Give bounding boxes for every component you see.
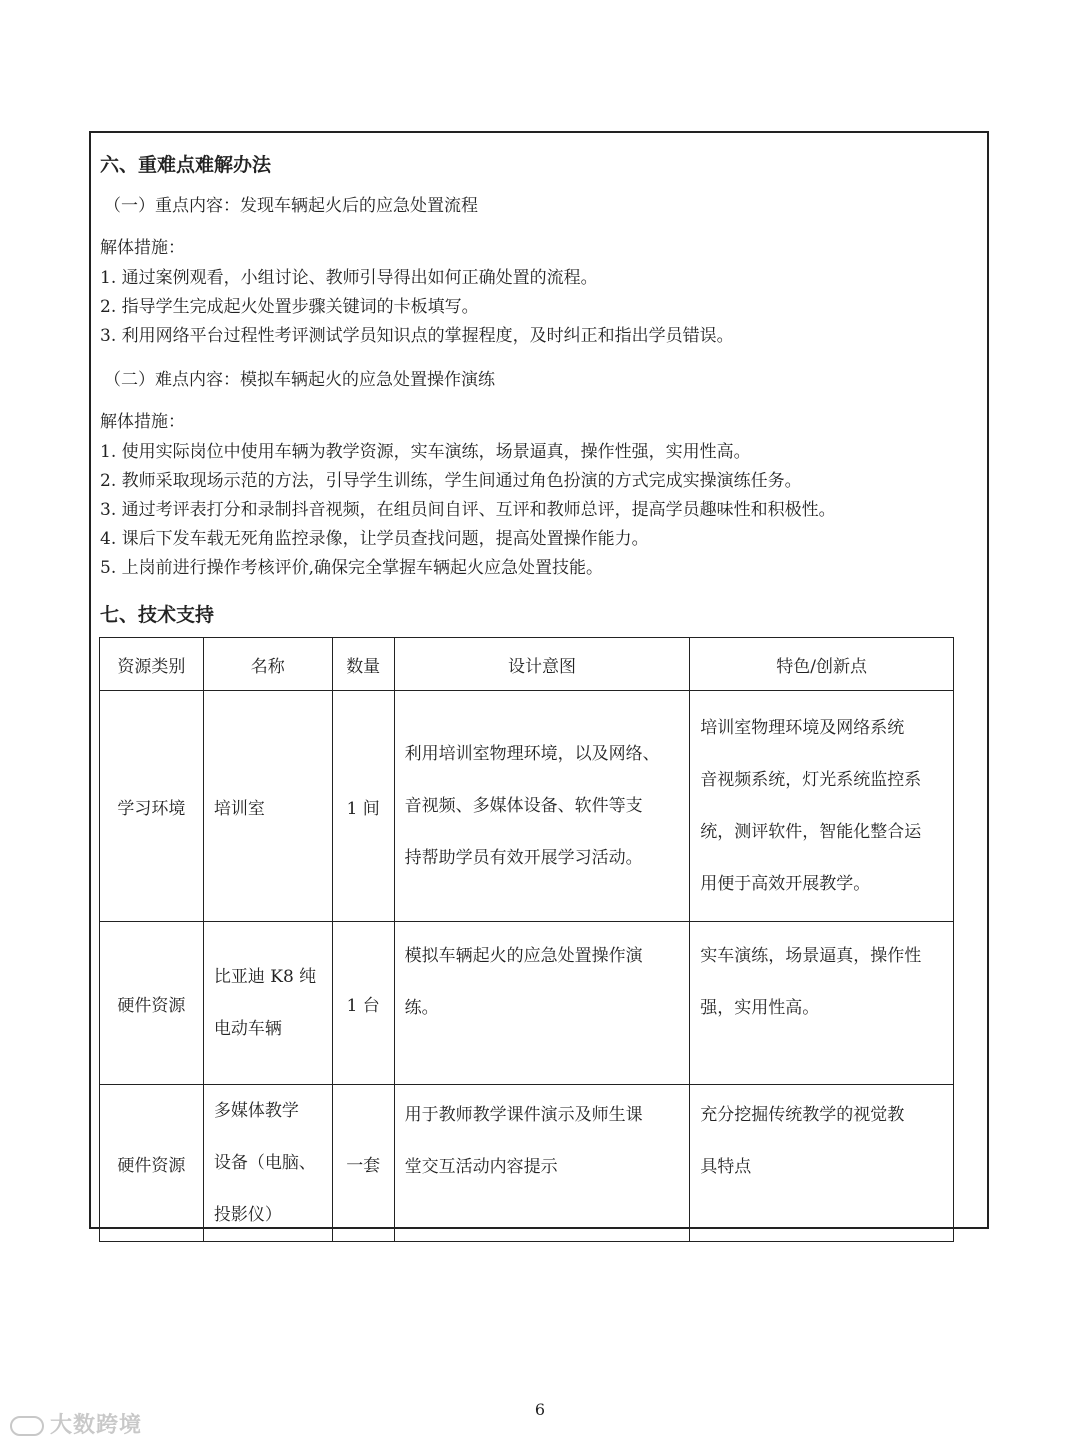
cell-feature (690, 922, 954, 1085)
cell-line: 投影仪） (213, 1205, 282, 1225)
cell-feature (690, 691, 954, 922)
difficult-item-2: 2. 教师采取现场示范的方法，引导学生训练，学生间通过角色扮演的方式完成实操演练任务。 (100, 471, 802, 491)
cell-line: 设备（电脑、 (213, 1153, 316, 1173)
page-number: 6 (534, 1400, 546, 1419)
cell-line: 利用培训室物理环境，以及网络、 (404, 744, 660, 764)
cell-line: 模拟车辆起火的应急处置操作演 (404, 946, 643, 966)
table-row (100, 1085, 954, 1242)
cell-name (203, 922, 332, 1085)
cell-line: 实车演练，场景逼真，操作性 (700, 946, 922, 966)
tech-support-table (99, 637, 954, 1242)
cell-line: 强，实用性高。 (700, 998, 820, 1018)
cell-line: 具特点 (700, 1157, 752, 1177)
section7-title: 七、技术支持 (100, 604, 215, 626)
cell-category: 学习环境 (100, 691, 204, 922)
key-item-2: 2. 指导学生完成起火处置步骤关键词的卡板填写。 (100, 297, 479, 317)
cell-line: 持帮助学员有效开展学习活动。 (404, 848, 643, 868)
difficult-heading: （二）难点内容：模拟车辆起火的应急处置操作演练 (104, 370, 495, 390)
difficult-item-5: 5. 上岗前进行操作考核评价,确保完全掌握车辆起火应急处置技能。 (100, 558, 604, 578)
cell-line: 培训室物理环境及网络系统 (700, 718, 905, 738)
col-header-category: 资源类别 (100, 638, 204, 691)
difficult-item-1: 1. 使用实际岗位中使用车辆为教学资源，实车演练，场景逼真，操作性强，实用性高。 (100, 442, 751, 462)
cell-qty: 1 台 (332, 922, 394, 1085)
cell-qty: 一套 (332, 1085, 394, 1242)
watermark-logo-icon (10, 1416, 44, 1436)
cell-line: 比亚迪 K8 纯 (213, 967, 317, 987)
table-row (100, 691, 954, 922)
watermark-text: 大数跨境 (50, 1413, 143, 1438)
cell-category: 硬件资源 (100, 1085, 204, 1242)
cell-line: 用于教师教学课件演示及师生课 (404, 1105, 643, 1125)
cell-line: 练。 (404, 998, 439, 1018)
key-item-1: 1. 通过案例观看，小组讨论、教师引导得出如何正确处置的流程。 (100, 268, 598, 288)
col-header-qty: 数量 (332, 638, 394, 691)
difficult-item-3: 3. 通过考评表打分和录制抖音视频，在组员间自评、互评和教师总评，提高学员趣味性和积极性。 (100, 500, 836, 520)
cell-category: 硬件资源 (100, 922, 204, 1085)
difficult-measures-label: 解体措施： (100, 412, 185, 432)
key-heading: （一）重点内容：发现车辆起火后的应急处置流程 (104, 196, 478, 216)
table-row (100, 922, 954, 1085)
difficult-item-4: 4. 课后下发车载无死角监控录像，让学员查找问题，提高处置操作能力。 (100, 529, 649, 549)
cell-name: 培训室 (203, 691, 332, 922)
col-header-name: 名称 (203, 638, 332, 691)
cell-line: 电动车辆 (213, 1019, 282, 1039)
cell-intent (394, 691, 690, 922)
table-header-row (100, 638, 954, 691)
col-header-intent: 设计意图 (394, 638, 690, 691)
cell-line: 音视频系统，灯光系统监控系 (700, 770, 922, 790)
col-header-feature: 特色/创新点 (690, 638, 954, 691)
cell-name (203, 1085, 332, 1242)
cell-line: 用便于高效开展教学。 (700, 874, 871, 894)
cell-line: 充分挖掘传统教学的视觉教 (700, 1105, 905, 1125)
watermark (10, 1408, 142, 1439)
key-measures-label: 解体措施： (100, 238, 185, 258)
cell-line: 堂交互活动内容提示 (404, 1157, 558, 1177)
cell-feature (690, 1085, 954, 1242)
section6-title: 六、重难点难解办法 (100, 154, 272, 176)
cell-qty: 1 间 (332, 691, 394, 922)
cell-line: 音视频、多媒体设备、软件等支 (404, 796, 643, 816)
cell-intent (394, 1085, 690, 1242)
cell-intent (394, 922, 690, 1085)
cell-line: 多媒体教学 (213, 1101, 299, 1121)
key-item-3: 3. 利用网络平台过程性考评测试学员知识点的掌握程度，及时纠正和指出学员错误。 (100, 326, 734, 346)
cell-line: 统，测评软件，智能化整合运 (700, 822, 922, 842)
